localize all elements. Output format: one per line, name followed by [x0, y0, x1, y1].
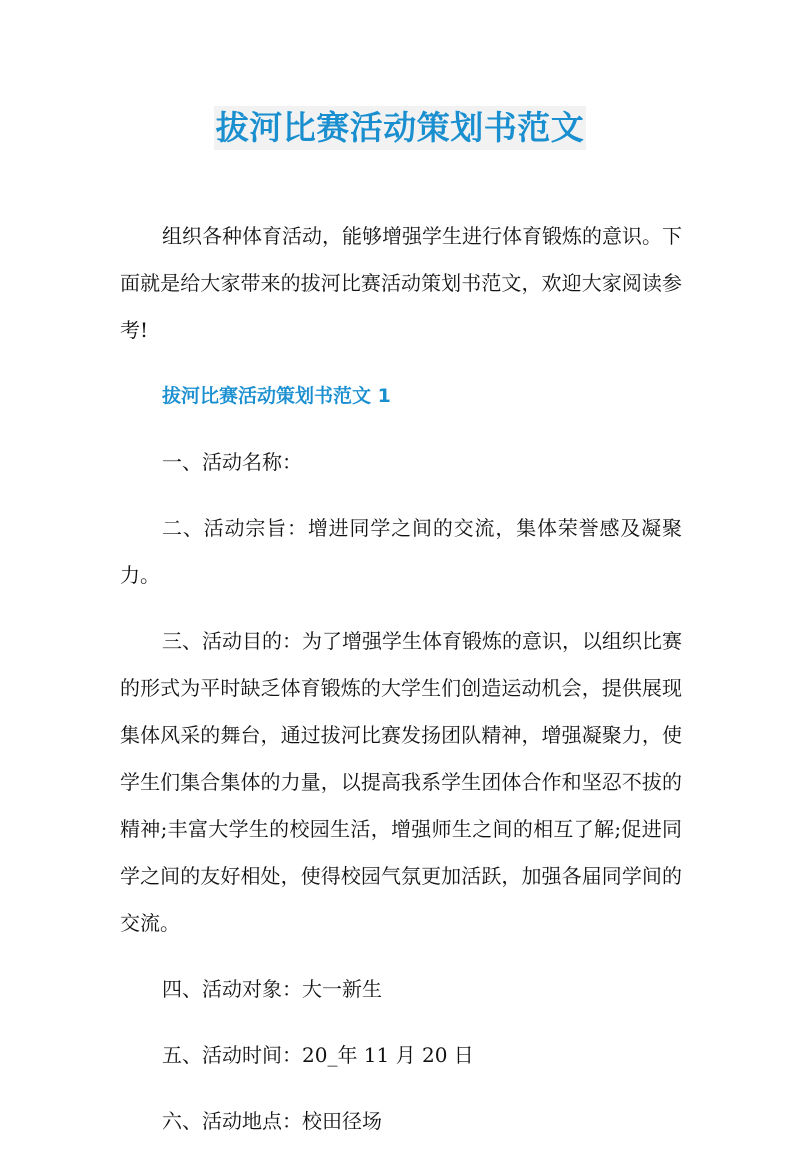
section-heading: 拔河比赛活动策划书范文 1	[162, 385, 391, 407]
item-activity-name: 一、活动名称：	[162, 450, 302, 474]
intro-paragraph: 组织各种体育活动，能够增强学生进行体育锻炼的意识。下面就是给大家带来的拔河比赛活动策划书范文，欢迎大家阅读参考!	[120, 224, 682, 342]
item-activity-target: 四、活动对象：大一新生	[162, 977, 382, 1001]
item-activity-time: 五、活动时间：20_年 11 月 20 日	[162, 1043, 474, 1067]
document-body	[120, 213, 682, 1164]
document-title: 拔河比赛活动策划书范文	[214, 106, 587, 150]
item-activity-location: 六、活动地点：校田径场	[162, 1109, 382, 1133]
title-container	[0, 106, 800, 150]
item-activity-goal: 三、活动目的：为了增强学生体育锻炼的意识，以组织比赛的形式为平时缺乏体育锻炼的大学生们创造运动机会，提供展现集体风采的舞台，通过拔河比赛发扬团队精神，增强凝聚力，使学生们集合集体的力量，以提高我系学生团体合作和坚忍不拔的精神;丰富大学生的校园生活，增强师生之间的相互了解;促进同学之间的友好相处，使得校园气氛更加活跃，加强各届同学间的交流。	[120, 629, 682, 935]
item-activity-purpose: 二、活动宗旨：增进同学之间的交流，集体荣誉感及凝聚力。	[120, 516, 682, 587]
